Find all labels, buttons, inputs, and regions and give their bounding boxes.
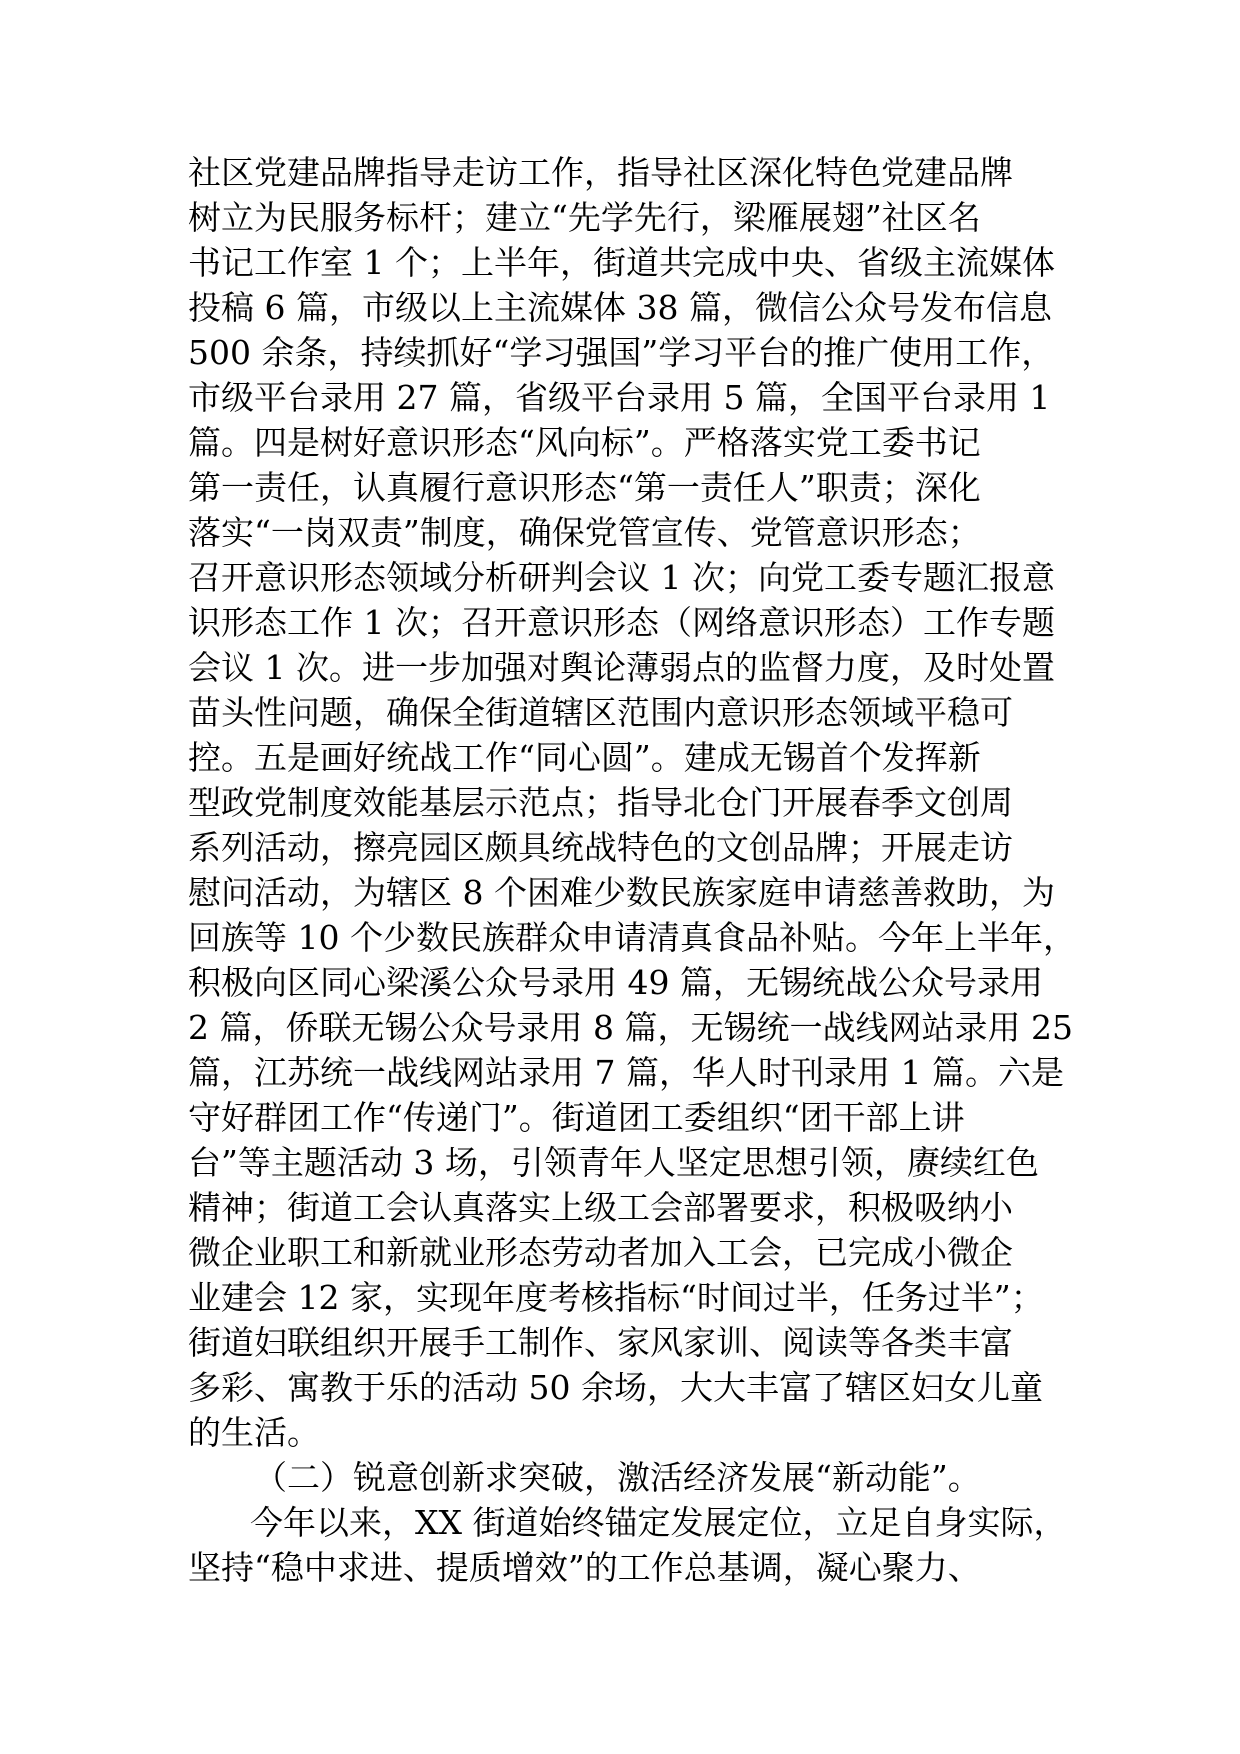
text-line: 微企业职工和新就业形态劳动者加入工会，已完成小微企 xyxy=(188,1233,1013,1272)
text-line: 积极向区同心梁溪公众号录用 49 篇，无锡统战公众号录用 xyxy=(188,963,1043,1002)
text-line: 召开意识形态领域分析研判会议 1 次；向党工委专题汇报意 xyxy=(188,558,1055,597)
text-line: 书记工作室 1 个；上半年，街道共完成中央、省级主流媒体 xyxy=(188,243,1055,282)
text-line: 投稿 6 篇，市级以上主流媒体 38 篇，微信公众号发布信息 xyxy=(188,288,1052,327)
text-line: 识形态工作 1 次；召开意识形态（网络意识形态）工作专题 xyxy=(188,603,1055,642)
text-line: 控。五是画好统战工作“同心圆”。建成无锡首个发挥新 xyxy=(188,738,981,777)
text-line: 台”等主题活动 3 场，引领青年人坚定思想引领，赓续红色 xyxy=(188,1143,1039,1182)
text-line: 业建会 12 家，实现年度考核指标“时间过半，任务过半”； xyxy=(188,1278,1044,1317)
text-line: 苗头性问题，确保全街道辖区范围内意识形态领域平稳可 xyxy=(188,693,1013,732)
text-line: 落实“一岗双责”制度，确保党管宣传、党管意识形态； xyxy=(188,513,981,552)
text-line: 的生活。 xyxy=(188,1413,320,1452)
text-line: 多彩、寓教于乐的活动 50 余场，大大丰富了辖区妇女儿童 xyxy=(188,1368,1043,1407)
text-line: 500 余条，持续抓好“学习强国”学习平台的推广使用工作， xyxy=(188,333,1055,372)
text-line: 型政党制度效能基层示范点；指导北仓门开展春季文创周 xyxy=(188,783,1013,822)
body-text xyxy=(188,150,1078,1590)
text-line: 守好群团工作“传递门”。街道团工委组织“团干部上讲 xyxy=(188,1098,965,1137)
section-heading: （二）锐意创新求突破，激活经济发展“新动能”。 xyxy=(254,1458,981,1497)
text-line: 坚持“稳中求进、提质增效”的工作总基调，凝心聚力、 xyxy=(188,1548,981,1587)
text-line: 市级平台录用 27 篇，省级平台录用 5 篇，全国平台录用 1 xyxy=(188,378,1051,417)
text-line: 回族等 10 个少数民族群众申请清真食品补贴。今年上半年， xyxy=(188,918,1076,957)
text-line: 社区党建品牌指导走访工作，指导社区深化特色党建品牌 xyxy=(188,153,1013,192)
text-line: 篇。四是树好意识形态“风向标”。严格落实党工委书记 xyxy=(188,423,981,462)
text-line: 街道妇联组织开展手工制作、家风家训、阅读等各类丰富 xyxy=(188,1323,1013,1362)
text-line: 树立为民服务标杆；建立“先学先行，梁雁展翅”社区名 xyxy=(188,198,981,237)
text-line: 精神；街道工会认真落实上级工会部署要求，积极吸纳小 xyxy=(188,1188,1013,1227)
text-line: 慰问活动，为辖区 8 个困难少数民族家庭申请慈善救助，为 xyxy=(188,873,1055,912)
text-line: 2 篇，侨联无锡公众号录用 8 篇，无锡统一战线网站录用 25 xyxy=(188,1008,1073,1047)
text-line: 会议 1 次。进一步加强对舆论薄弱点的监督力度，及时处置 xyxy=(188,648,1055,687)
text-line: 今年以来，XX 街道始终锚定发展定位，立足自身实际， xyxy=(250,1503,1067,1542)
text-line: 篇，江苏统一战线网站录用 7 篇，华人时刊录用 1 篇。六是 xyxy=(188,1053,1064,1092)
text-line: 第一责任，认真履行意识形态“第一责任人”职责；深化 xyxy=(188,468,981,507)
text-line: 系列活动，擦亮园区颇具统战特色的文创品牌；开展走访 xyxy=(188,828,1013,867)
